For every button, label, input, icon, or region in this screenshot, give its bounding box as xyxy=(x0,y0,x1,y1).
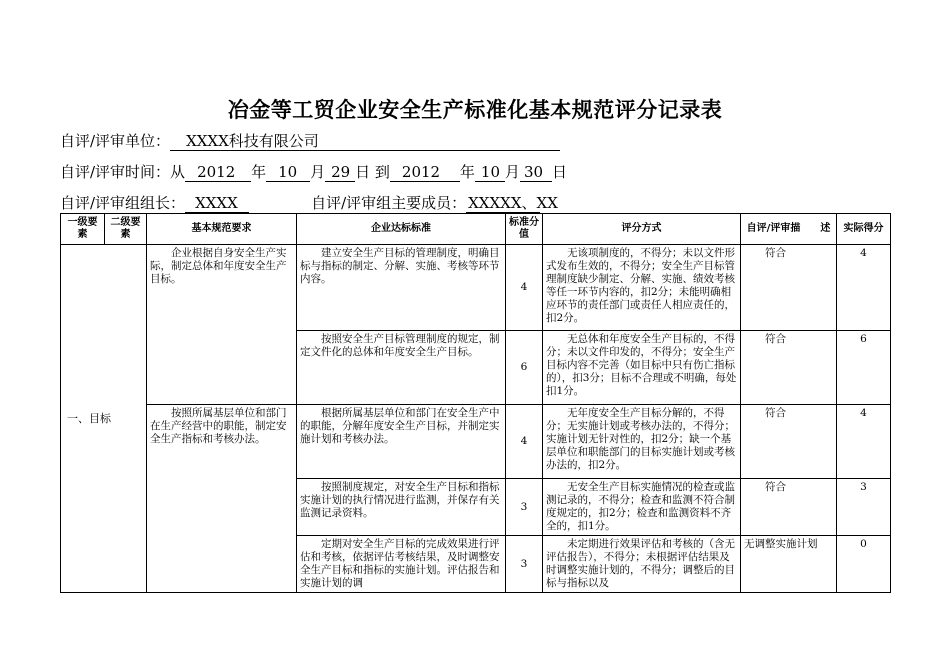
standard-cell: 建立安全生产目标的管理制度，明确目标与指标的制定、分解、实施、考核等环节内容。 xyxy=(297,245,506,331)
header-score-std: 标准分值 xyxy=(506,214,543,245)
table-row xyxy=(61,405,891,479)
from-month: 10 xyxy=(266,163,310,182)
method-cell: 无该项制度的，不得分；未以文件形式发布生效的，不得分；安全生产目标管理制度缺少制定、分解、实施、绩效考核等任一环节内容的，扣2分；未能明确相应环节的责任部门或责任人相应责任的，扣2分。 xyxy=(543,245,741,331)
desc-cell: 符合 xyxy=(741,479,837,536)
members-label: 自评/评审组主要成员： xyxy=(311,194,467,212)
score-cell: 3 xyxy=(506,536,543,593)
standard-cell: 按照制度规定，对安全生产目标和指标实施计划的执行情况进行监测，并保存有关监测记录资料。 xyxy=(297,479,506,536)
from-day: 29 xyxy=(325,163,355,182)
to-label: 到 xyxy=(374,163,390,181)
unit-line xyxy=(60,130,560,151)
score-cell: 4 xyxy=(506,405,543,479)
score-cell: 3 xyxy=(506,479,543,536)
time-label: 自评/评审时间：从 xyxy=(60,163,186,181)
desc-cell: 符合 xyxy=(741,405,837,479)
header-standard: 企业达标标准 xyxy=(297,214,506,245)
method-cell: 无安全生产目标实施情况的检查或监测记录的，不得分；检查和监测不符合制度规定的，扣2分；检查和监测资料不齐全的，扣1分。 xyxy=(543,479,741,536)
time-line xyxy=(60,161,567,182)
method-cell: 未定期进行效果评估和考核的（含无评估报告），不得分；未根据评估结果及时调整实施计划的，不得分；调整后的目标与指标以及 xyxy=(543,536,741,593)
header-level1: 一级要素 xyxy=(61,214,105,245)
actual-cell: 4 xyxy=(837,245,891,331)
actual-cell: 0 xyxy=(837,536,891,593)
score-cell: 4 xyxy=(506,245,543,331)
day-label-2: 日 xyxy=(551,163,567,181)
month-label-2: 月 xyxy=(504,163,520,181)
header-basic-req: 基本规范要求 xyxy=(147,214,297,245)
page-title: 冶金等工贸企业安全生产标准化基本规范评分记录表 xyxy=(227,97,723,122)
actual-cell: 3 xyxy=(837,479,891,536)
team-line xyxy=(60,192,558,213)
to-month: 10 xyxy=(475,163,505,182)
header-desc: 自评/评审描 述 xyxy=(741,214,837,245)
table-row xyxy=(61,245,891,331)
leader-label: 自评/评审组组长： xyxy=(60,194,186,212)
month-label: 月 xyxy=(310,163,326,181)
desc-cell: 符合 xyxy=(741,245,837,331)
level1-cell: 一、目标 xyxy=(61,245,147,593)
to-year: 2012 xyxy=(390,163,460,182)
basic-req-cell: 按照所属基层单位和部门在生产经营中的职能，制定安全生产指标和考核办法。 xyxy=(147,405,297,593)
day-label: 日 xyxy=(355,163,371,181)
year-label: 年 xyxy=(251,163,267,181)
members-value: XXXXX、XX xyxy=(468,194,558,212)
method-cell: 无总体和年度安全生产目标的，不得分；未以文件印发的，不得分；安全生产目标内容不完善（如目标中只有伤亡指标的），扣3分；目标不合理或不明确，每处扣1分。 xyxy=(543,331,741,405)
desc-cell: 符合 xyxy=(741,331,837,405)
header-method: 评分方式 xyxy=(543,214,741,245)
standard-cell: 按照安全生产目标管理制度的规定，制定文件化的总体和年度安全生产目标。 xyxy=(297,331,506,405)
unit-value: XXXX科技有限公司 xyxy=(170,132,560,151)
method-cell: 无年度安全生产目标分解的，不得分；无实施计划或考核办法的，不得分；实施计划无针对性的，扣2分；缺一个基层单位和职能部门的目标实施计划或考核办法的，扣2分。 xyxy=(543,405,741,479)
standard-cell: 根据所属基层单位和部门在安全生产中的职能，分解年度安全生产目标，并制定实施计划和考核办法。 xyxy=(297,405,506,479)
year-label-2: 年 xyxy=(459,163,475,181)
basic-req-cell: 企业根据自身安全生产实际，制定总体和年度安全生产目标。 xyxy=(147,245,297,405)
score-table xyxy=(60,213,891,593)
desc-cell: 无调整实施计划 xyxy=(741,536,837,593)
header-actual: 实际得分 xyxy=(837,214,891,245)
leader-value: XXXX xyxy=(185,194,249,213)
header-level2: 二级要素 xyxy=(105,214,147,245)
score-cell: 6 xyxy=(506,331,543,405)
from-year: 2012 xyxy=(185,163,251,182)
actual-cell: 6 xyxy=(837,331,891,405)
header-row xyxy=(61,214,891,245)
to-day: 30 xyxy=(520,163,552,182)
unit-label: 自评/评审单位： xyxy=(60,132,171,150)
actual-cell: 4 xyxy=(837,405,891,479)
standard-cell: 定期对安全生产目标的完成效果进行评估和考核，依据评估考核结果，及时调整安全生产目标和指标的实施计划。评估报告和实施计划的调 xyxy=(297,536,506,593)
